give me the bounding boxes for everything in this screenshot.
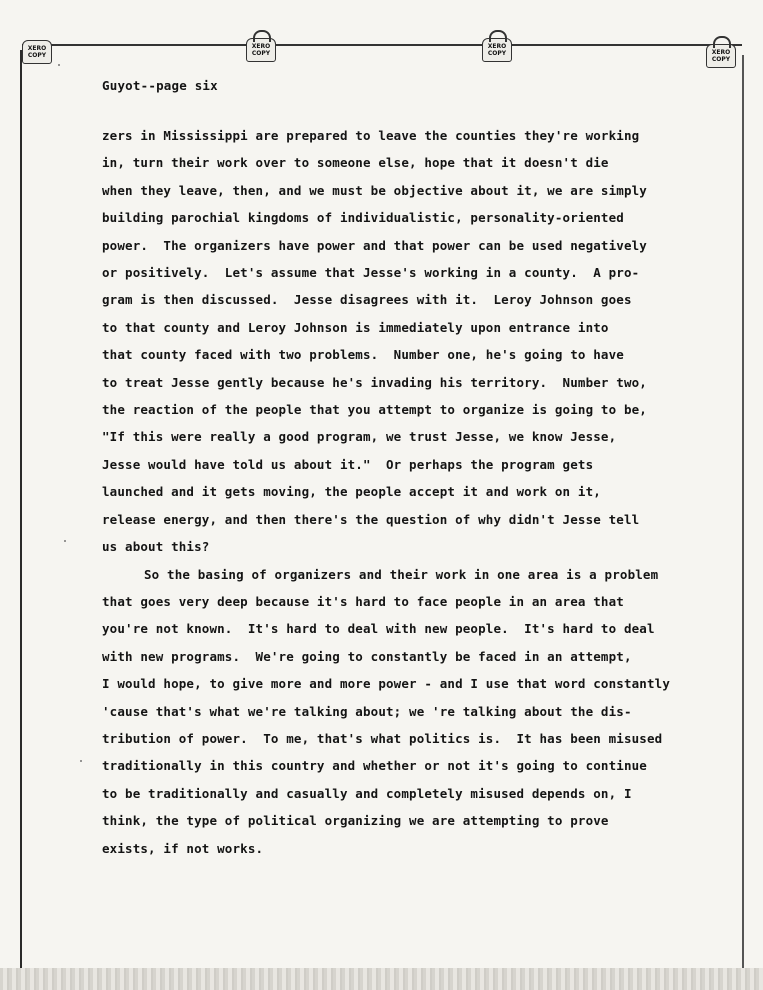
scan-speck <box>80 760 82 762</box>
text-line: release energy, and then there's the question of why didn't Jesse tell <box>102 511 640 527</box>
text-line: the reaction of the people that you attempt to organize is going to be, <box>102 402 647 418</box>
text-line: So the basing of organizers and their work in one area is a problem <box>144 566 659 582</box>
page-header: Guyot--page six <box>102 78 218 93</box>
stamp-word-2: COPY <box>251 50 271 57</box>
binder-ring-icon <box>253 30 271 42</box>
stamp-word-1: XERO <box>711 49 731 56</box>
stamp-word-2: COPY <box>711 56 731 63</box>
left-margin-line <box>20 50 22 970</box>
xerox-stamp-3 <box>482 38 512 62</box>
stamp-word-2: COPY <box>487 50 507 57</box>
xerox-stamp-2 <box>246 38 276 62</box>
text-line: 'cause that's what we're talking about; we 're talking about the dis- <box>102 703 632 719</box>
text-line: traditionally in this country and whether or not it's going to continue <box>102 758 647 774</box>
stamp-word-1: XERO <box>487 43 507 50</box>
xerox-stamp-4 <box>706 44 736 68</box>
text-line: in, turn their work over to someone else, hope that it doesn't die <box>102 155 609 171</box>
text-line: building parochial kingdoms of individualistic, personality-oriented <box>102 210 624 226</box>
text-line: us about this? <box>102 539 210 555</box>
text-line: that county faced with two problems. Number one, he's going to have <box>102 347 624 363</box>
right-margin-line <box>742 55 744 970</box>
text-line: think, the type of political organizing we are attempting to prove <box>102 813 609 829</box>
text-line: power. The organizers have power and that power can be used negatively <box>102 237 647 253</box>
stamp-word-1: XERO <box>251 43 271 50</box>
binder-top-rule <box>22 44 742 46</box>
text-line: to that county and Leroy Johnson is immediately upon entrance into <box>102 319 609 335</box>
text-line: you're not known. It's hard to deal with new people. It's hard to deal <box>102 621 655 637</box>
text-line: gram is then discussed. Jesse disagrees with it. Leroy Johnson goes <box>102 292 632 308</box>
text-line: "If this were really a good program, we trust Jesse, we know Jesse, <box>102 429 617 445</box>
binder-ring-icon <box>489 30 507 42</box>
text-line: or positively. Let's assume that Jesse's working in a county. A pro- <box>102 265 640 281</box>
text-line: that goes very deep because it's hard to face people in an area that <box>102 593 624 609</box>
text-line: Jesse would have told us about it." Or perhaps the program gets <box>102 456 594 472</box>
binder-ring-icon <box>713 36 731 48</box>
transcript-body <box>102 122 742 862</box>
text-line: exists, if not works. <box>102 840 264 856</box>
xerox-stamp-1 <box>22 40 52 64</box>
stamp-word-1: XERO <box>27 45 47 52</box>
stamp-word-2: COPY <box>27 52 47 59</box>
text-line: with new programs. We're going to constantly be faced in an attempt, <box>102 648 632 664</box>
text-line: to be traditionally and casually and completely misused depends on, I <box>102 785 632 801</box>
text-line: zers in Mississippi are prepared to leave the counties they're working <box>102 128 640 143</box>
scan-speck <box>58 64 60 66</box>
text-line: tribution of power. To me, that's what politics is. It has been misused <box>102 730 663 746</box>
paragraph-1 <box>102 122 742 561</box>
text-line: to treat Jesse gently because he's invading his territory. Number two, <box>102 374 647 390</box>
text-line: when they leave, then, and we must be objective about it, we are simply <box>102 182 647 198</box>
scan-speck <box>64 540 66 542</box>
scan-edge-strip <box>0 968 763 990</box>
text-line: launched and it gets moving, the people accept it and work on it, <box>102 484 601 500</box>
paragraph-2 <box>102 561 742 862</box>
text-line: I would hope, to give more and more power - and I use that word constantly <box>102 676 670 692</box>
